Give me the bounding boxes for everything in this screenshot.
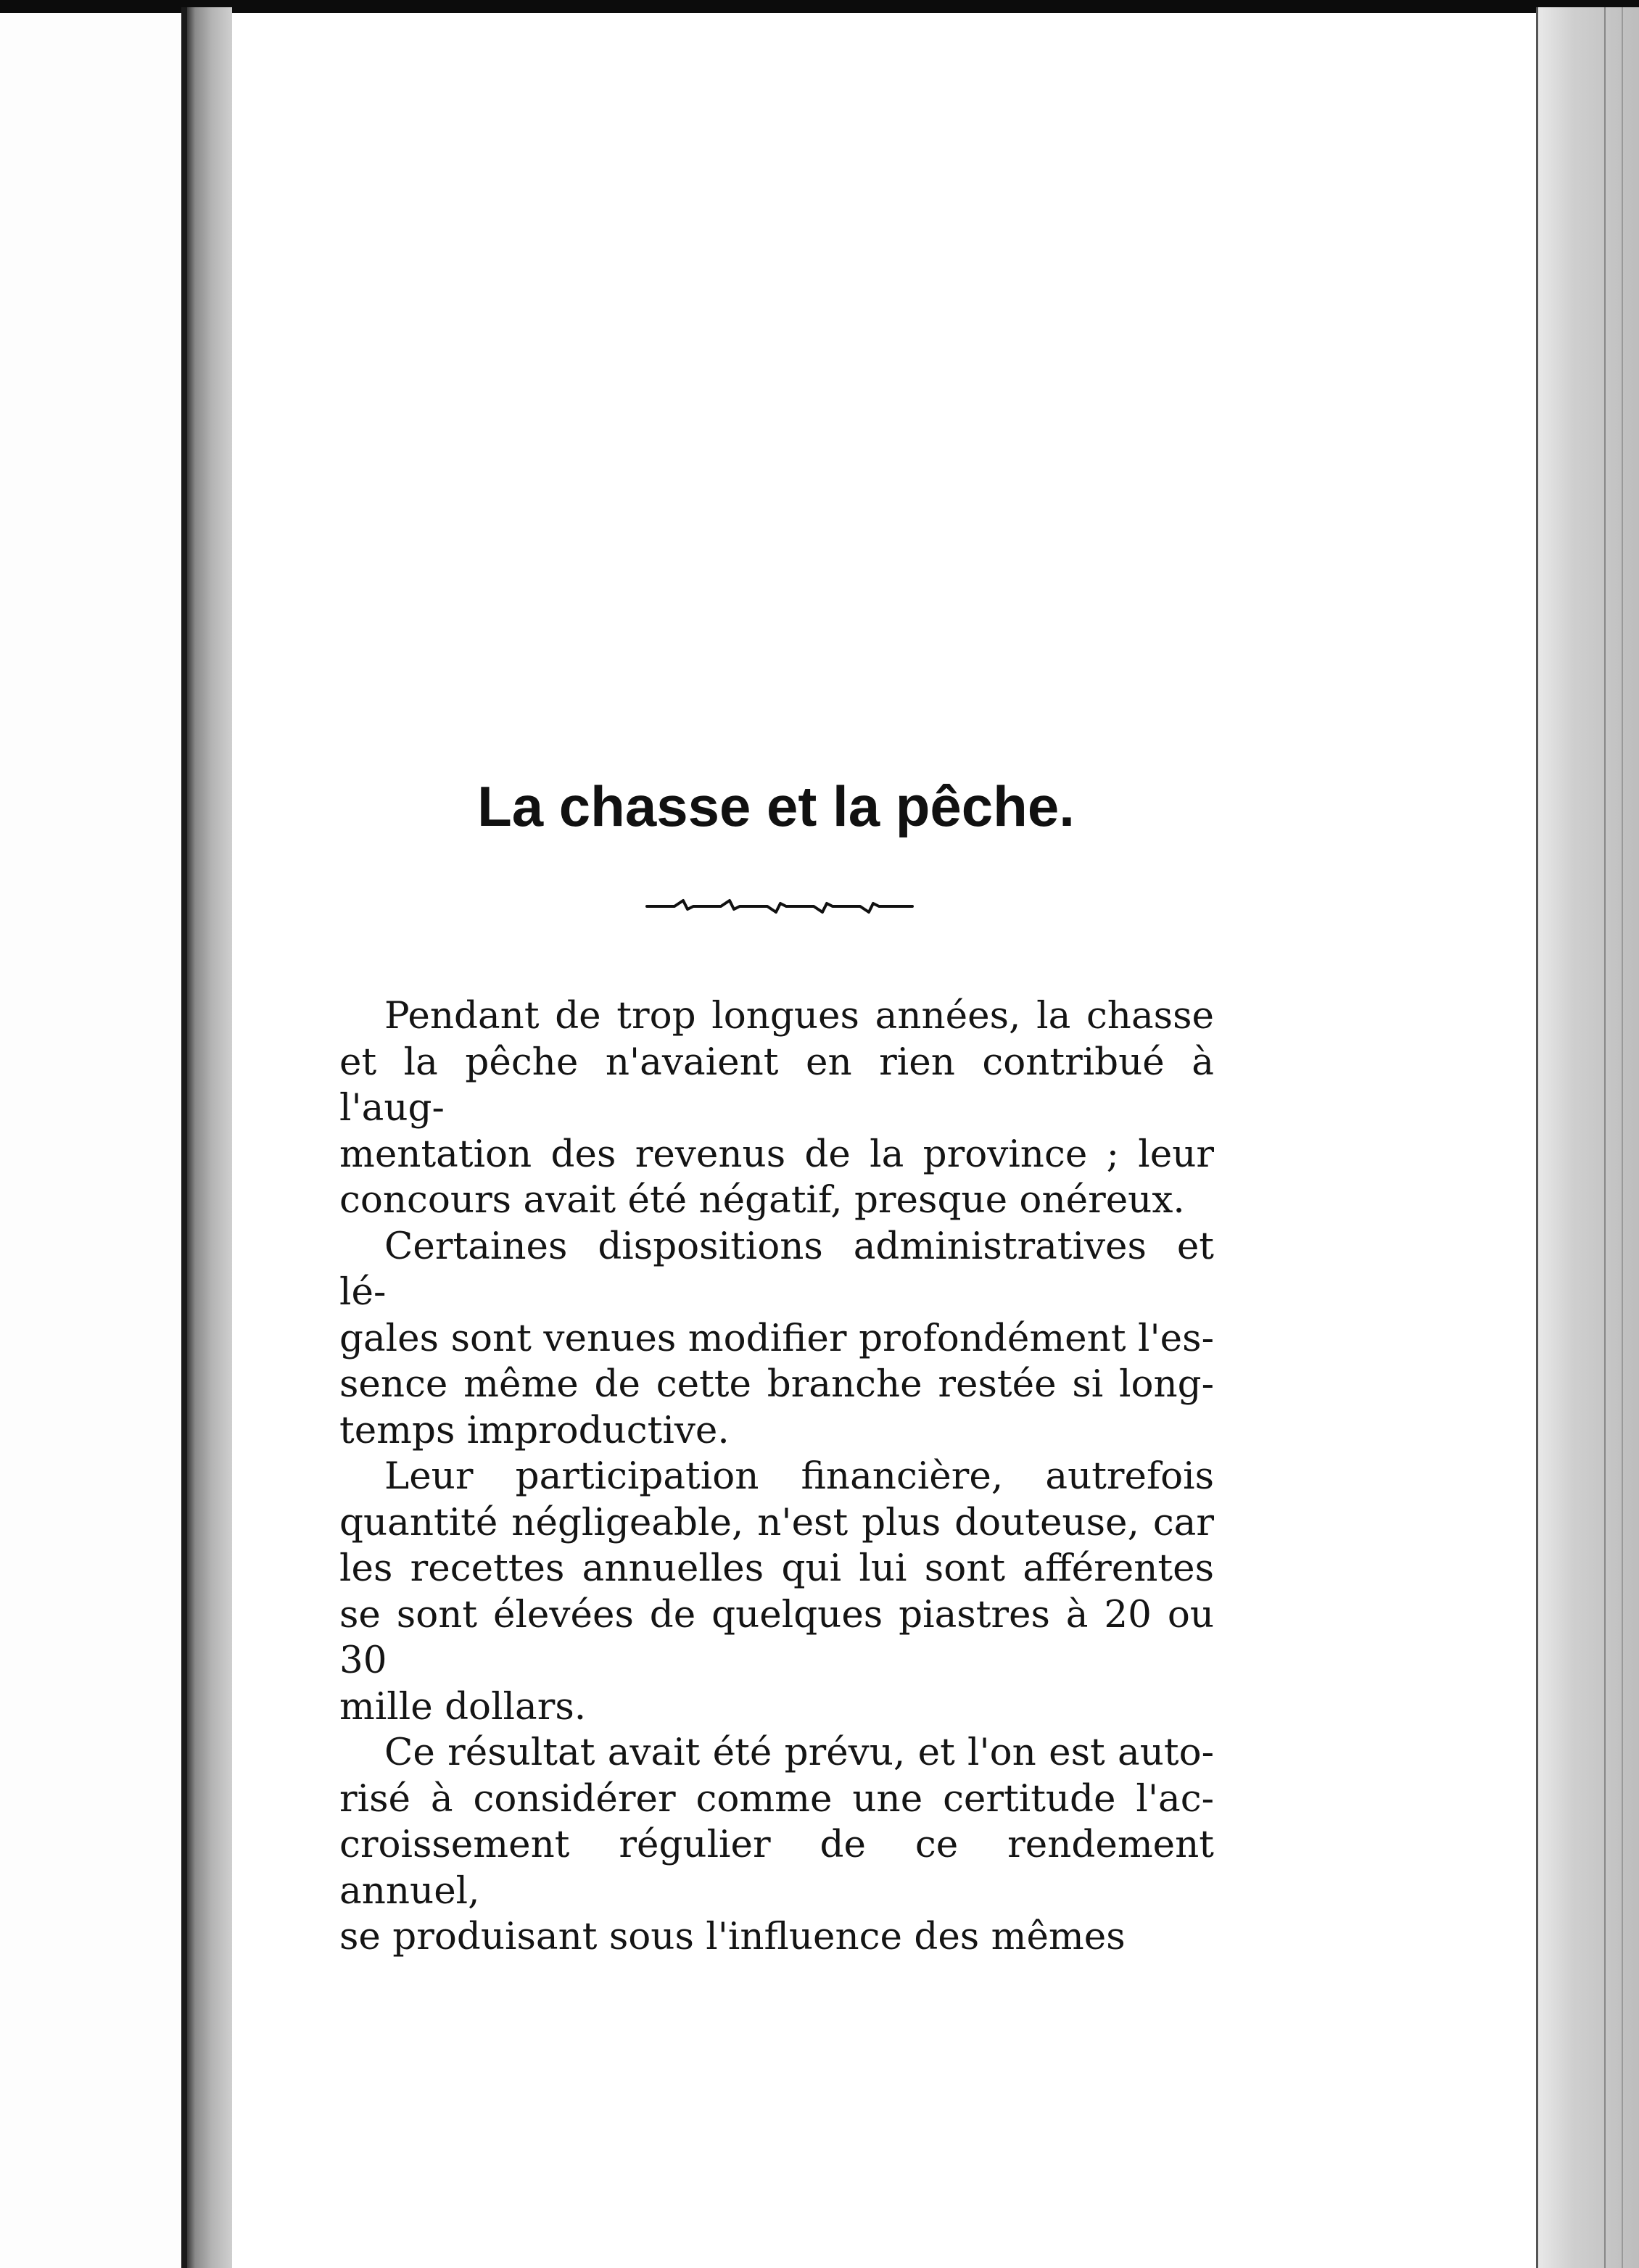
ornament-divider-icon <box>645 892 914 921</box>
book-spine <box>187 7 232 2268</box>
text-line: concours avait été négatif, presque onéreux. <box>339 1178 1185 1222</box>
page-edge-line <box>1622 7 1623 2268</box>
text-line: risé à considérer comme une certitude l'ac- <box>339 1776 1214 1821</box>
book-page-edges <box>1537 7 1639 2268</box>
text-line: croissement régulier de ce rendement annuel, <box>339 1823 1214 1913</box>
text-line: se sont élevées de quelques piastres à 20 ou 30 <box>339 1592 1214 1682</box>
scan-top-border <box>0 0 1639 13</box>
text-line: sence même de cette branche restée si long- <box>339 1362 1214 1406</box>
paragraph <box>339 1224 1214 1454</box>
page-edge-line <box>1536 7 1538 2268</box>
paragraph <box>339 1454 1214 1730</box>
text-line: mille dollars. <box>339 1684 587 1729</box>
page-edge-line <box>1604 7 1606 2268</box>
text-line: et la pêche n'avaient en rien contribué à l'aug- <box>339 1040 1214 1130</box>
text-line: gales sont venues modifier profondément l'es- <box>339 1316 1214 1360</box>
text-line: Ce résultat avait été prévu, et l'on est auto- <box>384 1731 1214 1774</box>
text-line: Pendant de trop longues années, la chasse <box>384 994 1214 1038</box>
paragraph <box>339 1730 1214 1961</box>
text-line: mentation des revenus de la province ; leur <box>339 1132 1214 1176</box>
text-line: Certaines dispositions administratives et lé- <box>339 1224 1214 1314</box>
body-text <box>339 993 1214 1961</box>
text-line: temps improductive. <box>339 1408 730 1452</box>
text-line: quantité négligeable, n'est plus douteuse, car <box>339 1500 1214 1544</box>
paragraph <box>339 993 1214 1224</box>
text-line: les recettes annuelles qui lui sont afférentes <box>339 1547 1214 1590</box>
text-line: Leur participation financière, autrefois <box>384 1454 1214 1498</box>
text-line: se produisant sous l'influence des mêmes <box>339 1915 1126 1958</box>
chapter-title: La chasse et la pêche. <box>477 774 1075 839</box>
